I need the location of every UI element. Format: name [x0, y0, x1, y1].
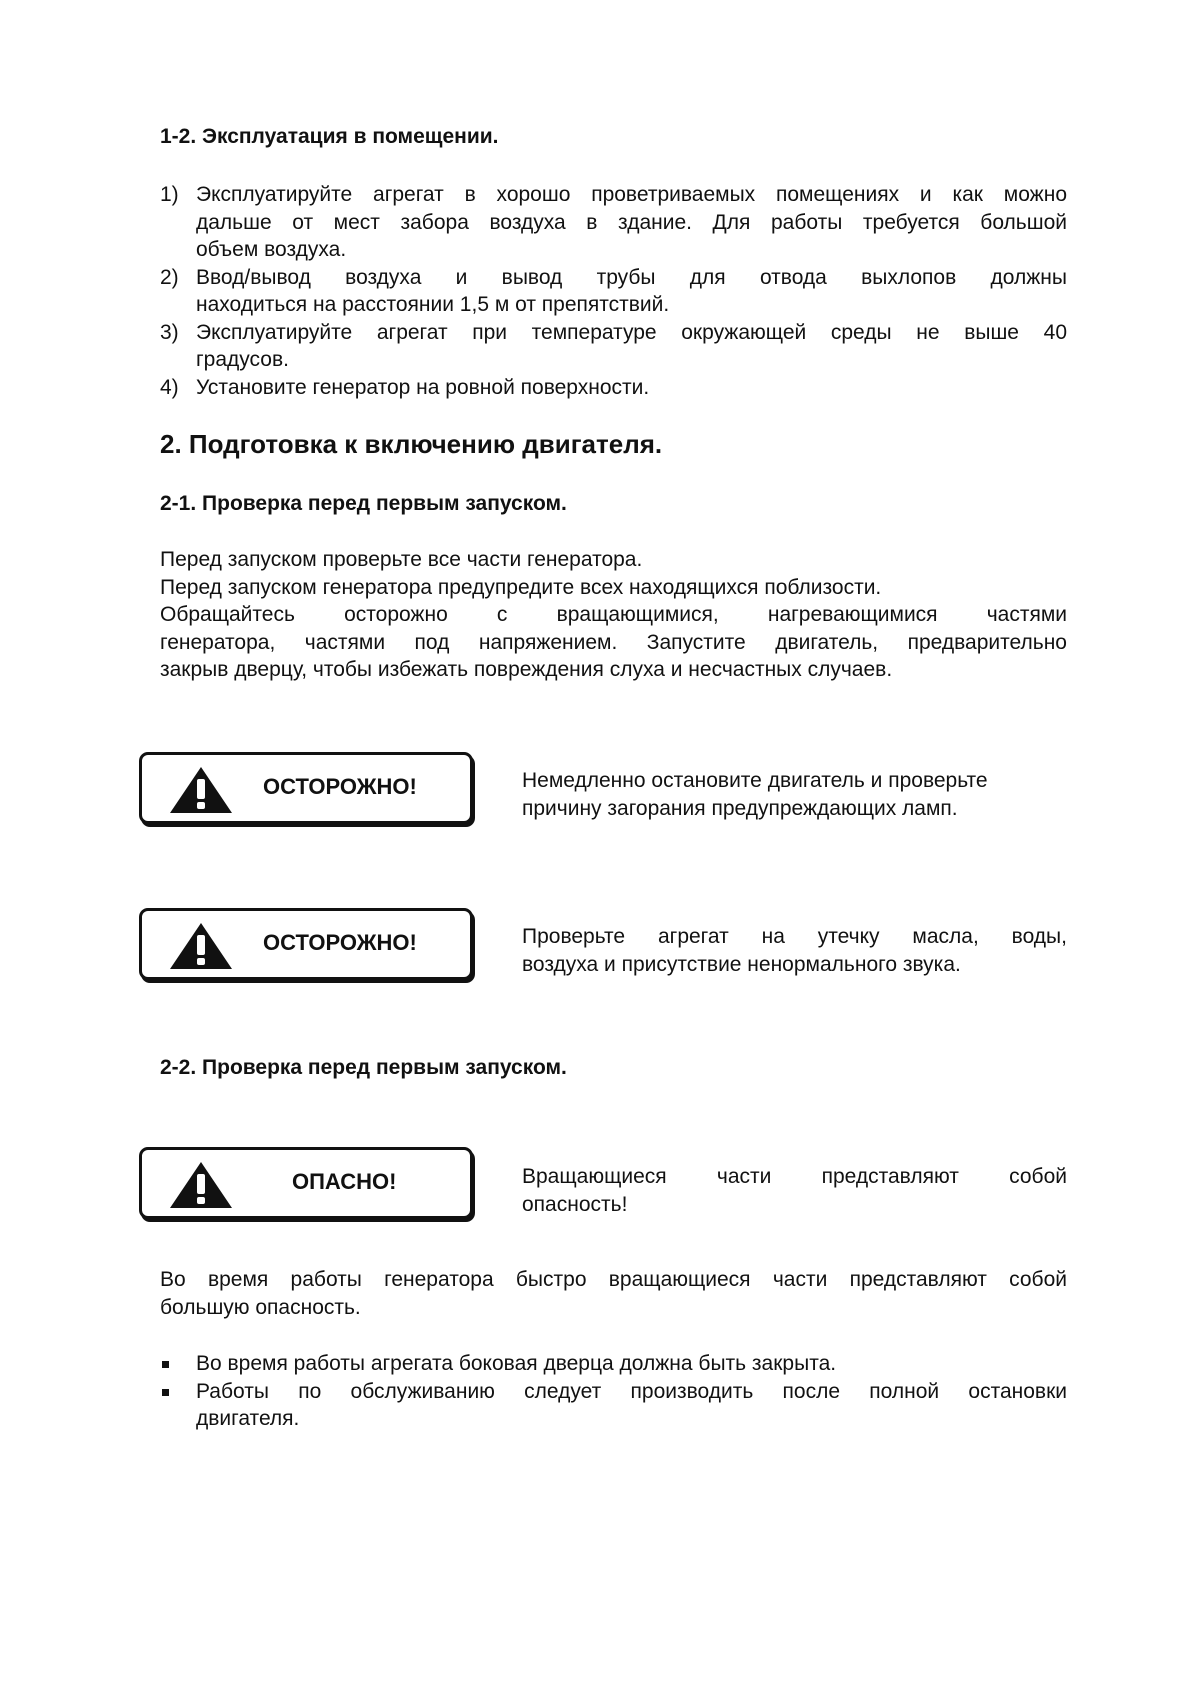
caution-sign [139, 908, 473, 980]
warning-triangle-icon [168, 1160, 234, 1210]
caution-text [522, 923, 1067, 978]
paragraph-line: Во время работы генератора быстро вращающиеся части представляют собой [160, 1268, 1067, 1291]
section-1-2-list [160, 181, 1067, 401]
caution-text [522, 767, 1067, 822]
list-item-line: дальше от мест забора воздуха в здание. Для работы требуется большой [196, 210, 1067, 234]
section-1-2-heading: 1-2. Эксплуатация в помещении. [160, 125, 499, 148]
list-item [160, 264, 1067, 319]
list-item [160, 181, 1067, 264]
list-item-line: Эксплуатируйте агрегат при температуре окружающей среды не выше 40 [196, 320, 1067, 344]
bullet-item-line: Работы по обслуживанию следует производить после полной остановки [196, 1379, 1067, 1403]
list-item [160, 319, 1067, 374]
section-2-heading: 2. Подготовка к включению двигателя. [160, 429, 663, 459]
danger-text [522, 1163, 1067, 1218]
list-marker: 4) [160, 375, 179, 399]
danger-text-line: опасность! [522, 1192, 628, 1216]
section-2-2-heading: 2-2. Проверка перед первым запуском. [160, 1056, 567, 1079]
list-item-line: находиться на расстоянии 1,5 м от препятствий. [196, 293, 670, 316]
section-2-2-paragraph [160, 1266, 1067, 1321]
paragraph-line: Перед запуском генератора предупредите всех находящихся поблизости. [160, 575, 882, 599]
warning-triangle-icon [168, 921, 234, 971]
danger-text-line: Вращающиеся части представляют собой [522, 1165, 1067, 1188]
paragraph-line: большую опасность. [160, 1295, 361, 1319]
bullet-square-icon [162, 1361, 169, 1368]
warning-triangle-icon [168, 765, 234, 815]
caution-text-line: Проверьте агрегат на утечку масла, воды, [522, 925, 1067, 948]
list-item-line: объем воздуха. [196, 238, 347, 261]
section-2-1-paragraph [160, 546, 1067, 684]
caution-label: ОСТОРОЖНО! [263, 774, 417, 799]
caution-text-line: причину загорания предупреждающих ламп. [522, 796, 958, 820]
danger-sign [139, 1147, 473, 1219]
caution-text-line: воздуха и присутствие ненормального звука. [522, 952, 961, 976]
list-marker: 1) [160, 183, 179, 206]
caution-label: ОСТОРОЖНО! [263, 930, 417, 955]
paragraph-line: генератора, частями под напряжением. Запустите двигатель, предварительно [160, 630, 1067, 654]
paragraph-line: Обращайтесь осторожно с вращающимися, нагревающимися частями [160, 603, 1067, 626]
caution-text-line: Немедленно остановите двигатель и проверьте [522, 769, 988, 792]
list-item-line: градусов. [196, 348, 289, 371]
bullet-item [160, 1350, 1067, 1378]
paragraph-line: Перед запуском проверьте все части генератора. [160, 548, 643, 571]
list-marker: 3) [160, 320, 179, 344]
paragraph-line: закрыв дверцу, чтобы избежать повреждения слуха и несчастных случаев. [160, 658, 893, 681]
danger-label: ОПАСНО! [292, 1169, 397, 1194]
section-2-1-heading: 2-1. Проверка перед первым запуском. [160, 492, 567, 515]
list-item-line: Эксплуатируйте агрегат в хорошо проветриваемых помещениях и как можно [196, 183, 1067, 206]
bullet-item [160, 1378, 1067, 1433]
bullet-item-line: двигателя. [196, 1407, 300, 1430]
list-item [160, 374, 1067, 402]
bullet-item-line: Во время работы агрегата боковая дверца должна быть закрыта. [196, 1352, 837, 1375]
list-item-line: Установите генератор на ровной поверхности. [196, 375, 650, 399]
caution-sign [139, 752, 473, 824]
list-item-line: Ввод/вывод воздуха и вывод трубы для отвода выхлопов должны [196, 265, 1067, 289]
list-marker: 2) [160, 265, 179, 289]
section-2-2-bullets [160, 1350, 1067, 1433]
bullet-square-icon [162, 1389, 169, 1396]
